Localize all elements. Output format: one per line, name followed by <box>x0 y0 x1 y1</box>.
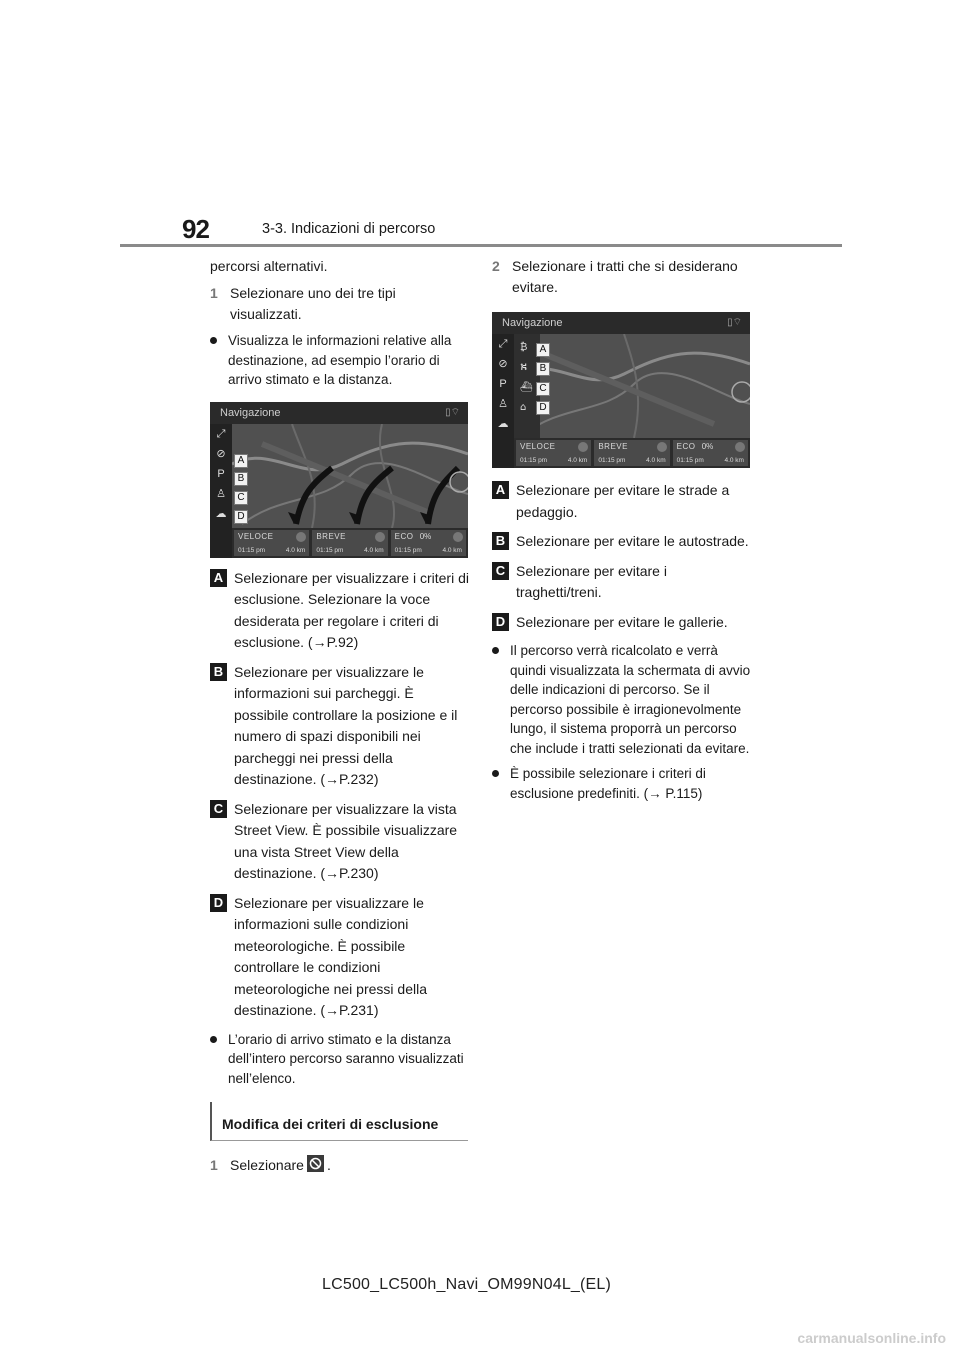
fullscreen-icon: ⤢ <box>216 427 226 440</box>
route-option-icon <box>578 442 588 452</box>
exclusion-icon: ⊘ <box>498 358 508 370</box>
nav-titlebar <box>210 402 468 424</box>
header-rule <box>120 244 842 247</box>
step-2 <box>492 256 752 298</box>
shot-label-c: C <box>234 491 248 505</box>
street-view-icon: ♙ <box>216 487 226 500</box>
bullet-text: Visualizza le informazioni relative alla destinazione, ad esempio l’orario di arrivo stimato e la distanza. <box>228 333 452 387</box>
shot-label-b: B <box>234 472 248 486</box>
route-card-eco[interactable]: ECO 0% 01:15 pm 4.0 km <box>673 440 748 466</box>
section-title: 3-3. Indicazioni di percorso <box>262 221 436 237</box>
exclusion-button-icon <box>307 1155 324 1172</box>
manual-code: LC500_LC500h_Navi_OM99N04L_(EL) <box>322 1276 612 1293</box>
letter-badge: C <box>210 800 227 818</box>
bullet-route-info <box>210 331 470 390</box>
step-end: . <box>326 1157 331 1173</box>
step-number: 2 <box>492 258 500 274</box>
svg-text:₿: ₿ <box>520 342 528 353</box>
route-option-icon <box>735 442 745 452</box>
step-number: 1 <box>210 1157 218 1173</box>
subheading: Modifica dei criteri di esclusione <box>210 1102 468 1141</box>
left-column <box>210 256 470 1176</box>
shot-label-d: D <box>536 401 550 415</box>
shot-label-c: C <box>536 382 550 396</box>
bullet-text: L’orario di arrivo stimato e la distanza dell’intero percorso saranno visualizzati nell’elenco. <box>228 1031 464 1086</box>
navigation-screenshot-avoid <box>492 312 750 468</box>
item-text: Selezionare per evitare le autostrade. <box>516 533 749 549</box>
bullet-recalculation <box>492 641 752 758</box>
bullet-estimated-arrival <box>210 1030 470 1089</box>
intro-text: percorsi alternativi. <box>210 258 328 274</box>
route-card-breve[interactable]: BREVE 01:15 pm 4.0 km <box>312 530 387 556</box>
shot-label-b: B <box>536 362 550 376</box>
street-view-icon: ♙ <box>498 398 508 410</box>
nav-titlebar <box>492 312 750 334</box>
letter-badge: B <box>492 532 509 550</box>
parking-icon: P <box>499 378 507 390</box>
route-cards <box>232 528 468 558</box>
exclusion-icon: ⊘ <box>216 447 226 460</box>
svg-text:⌂: ⌂ <box>520 402 527 413</box>
weather-icon: ☁ <box>497 418 509 430</box>
item-text: Selezionare per visualizzare le informazioni sulle condizioni meteorologiche. È possibile controllare le condizioni meteorologiche nei pressi della destinazione. (→P.231) <box>234 894 427 1018</box>
signal-icon: ▯⌔ <box>445 406 460 418</box>
item-text: Selezionare per visualizzare la vista Street View. È possibile visualizzare una vista Street View della destinazione. (→P.230) <box>234 800 458 881</box>
bullet-text: Il percorso verrà ricalcolato e verrà quindi visualizzata la schermata di avvio delle indicazioni di percorso. Se il percorso possibile è irragionevolmente lungo, il sistema proporrà un percorso che include i tratti selezionati da evitare. <box>510 643 751 756</box>
bullet-icon <box>210 1030 228 1043</box>
shot-label-a: A <box>536 343 550 357</box>
route-option-icon <box>296 532 306 542</box>
item-d <box>210 893 470 1022</box>
route-card-veloce[interactable]: VELOCE 01:15 pm 4.0 km <box>516 440 591 466</box>
step-text: Selezionare i tratti che si desiderano evitare. <box>512 258 738 295</box>
letter-badge: A <box>210 569 227 587</box>
watermark: carmanualsonline.info <box>797 1330 946 1346</box>
svg-text:⛕: ⛕ <box>520 362 528 373</box>
navigation-screenshot-routes <box>210 402 468 558</box>
letter-badge: C <box>492 562 509 580</box>
route-option-icon <box>453 532 463 542</box>
nav-sidebar <box>492 334 514 468</box>
route-card-eco[interactable]: ECO 0% 01:15 pm 4.0 km <box>391 530 466 556</box>
avoid-item-b <box>492 531 752 553</box>
item-text: Selezionare per evitare le gallerie. <box>516 613 728 630</box>
parking-icon: P <box>217 467 225 480</box>
avoid-item-c <box>492 561 752 604</box>
bullet-default-criteria <box>492 764 752 803</box>
letter-badge: B <box>210 663 227 681</box>
route-option-icon <box>375 532 385 542</box>
svg-text:⛴: ⛴ <box>520 382 533 393</box>
step-select-exclusion <box>210 1155 470 1176</box>
bullet-text: È possibile selezionare i criteri di esclusione predefiniti. (→ P.115) <box>510 766 706 801</box>
right-column <box>492 256 752 803</box>
avoid-item-a <box>492 480 752 523</box>
step-number: 1 <box>210 285 218 301</box>
item-a <box>210 568 470 654</box>
item-text: Selezionare per evitare i traghetti/treni. <box>516 562 667 600</box>
bullet-icon <box>210 331 228 344</box>
route-card-breve[interactable]: BREVE 01:15 pm 4.0 km <box>594 440 669 466</box>
route-card-veloce[interactable]: VELOCE 01:15 pm 4.0 km <box>234 530 309 556</box>
shot-label-d: D <box>234 510 248 524</box>
nav-title: Navigazione <box>502 317 563 329</box>
nav-title: Navigazione <box>220 406 281 419</box>
bullet-icon <box>492 764 510 777</box>
nav-sidebar <box>210 424 232 558</box>
route-cards <box>514 438 750 468</box>
letter-badge: D <box>210 894 227 912</box>
fullscreen-icon: ⤢ <box>498 338 508 350</box>
item-text: Selezionare per visualizzare le informazioni sui parcheggi. È possibile controllare la posizione e il numero di spazi disponibili nei parcheggi nei pressi della destinazione. (→P.232) <box>234 663 458 787</box>
shot-label-a: A <box>234 454 248 468</box>
bullet-icon <box>492 641 510 654</box>
letter-badge: D <box>492 613 509 631</box>
letter-badge: A <box>492 481 509 499</box>
item-text: Selezionare per evitare le strade a pedaggio. <box>516 482 730 520</box>
avoid-item-d <box>492 612 752 634</box>
item-text: Selezionare per visualizzare i criteri di esclusione. Selezionare la voce desiderata per regolare i criteri di esclusione. (→P.92) <box>234 569 469 650</box>
route-option-icon <box>657 442 667 452</box>
weather-icon: ☁ <box>215 507 227 520</box>
step-text: Selezionare uno dei tre tipi visualizzati. <box>230 285 396 322</box>
signal-icon: ▯⌔ <box>727 317 742 328</box>
step-1 <box>210 283 470 325</box>
item-b <box>210 662 470 791</box>
page-number: 92 <box>182 214 209 244</box>
step-text: Selezionare <box>230 1157 304 1173</box>
map-view <box>232 424 468 528</box>
item-c <box>210 799 470 885</box>
